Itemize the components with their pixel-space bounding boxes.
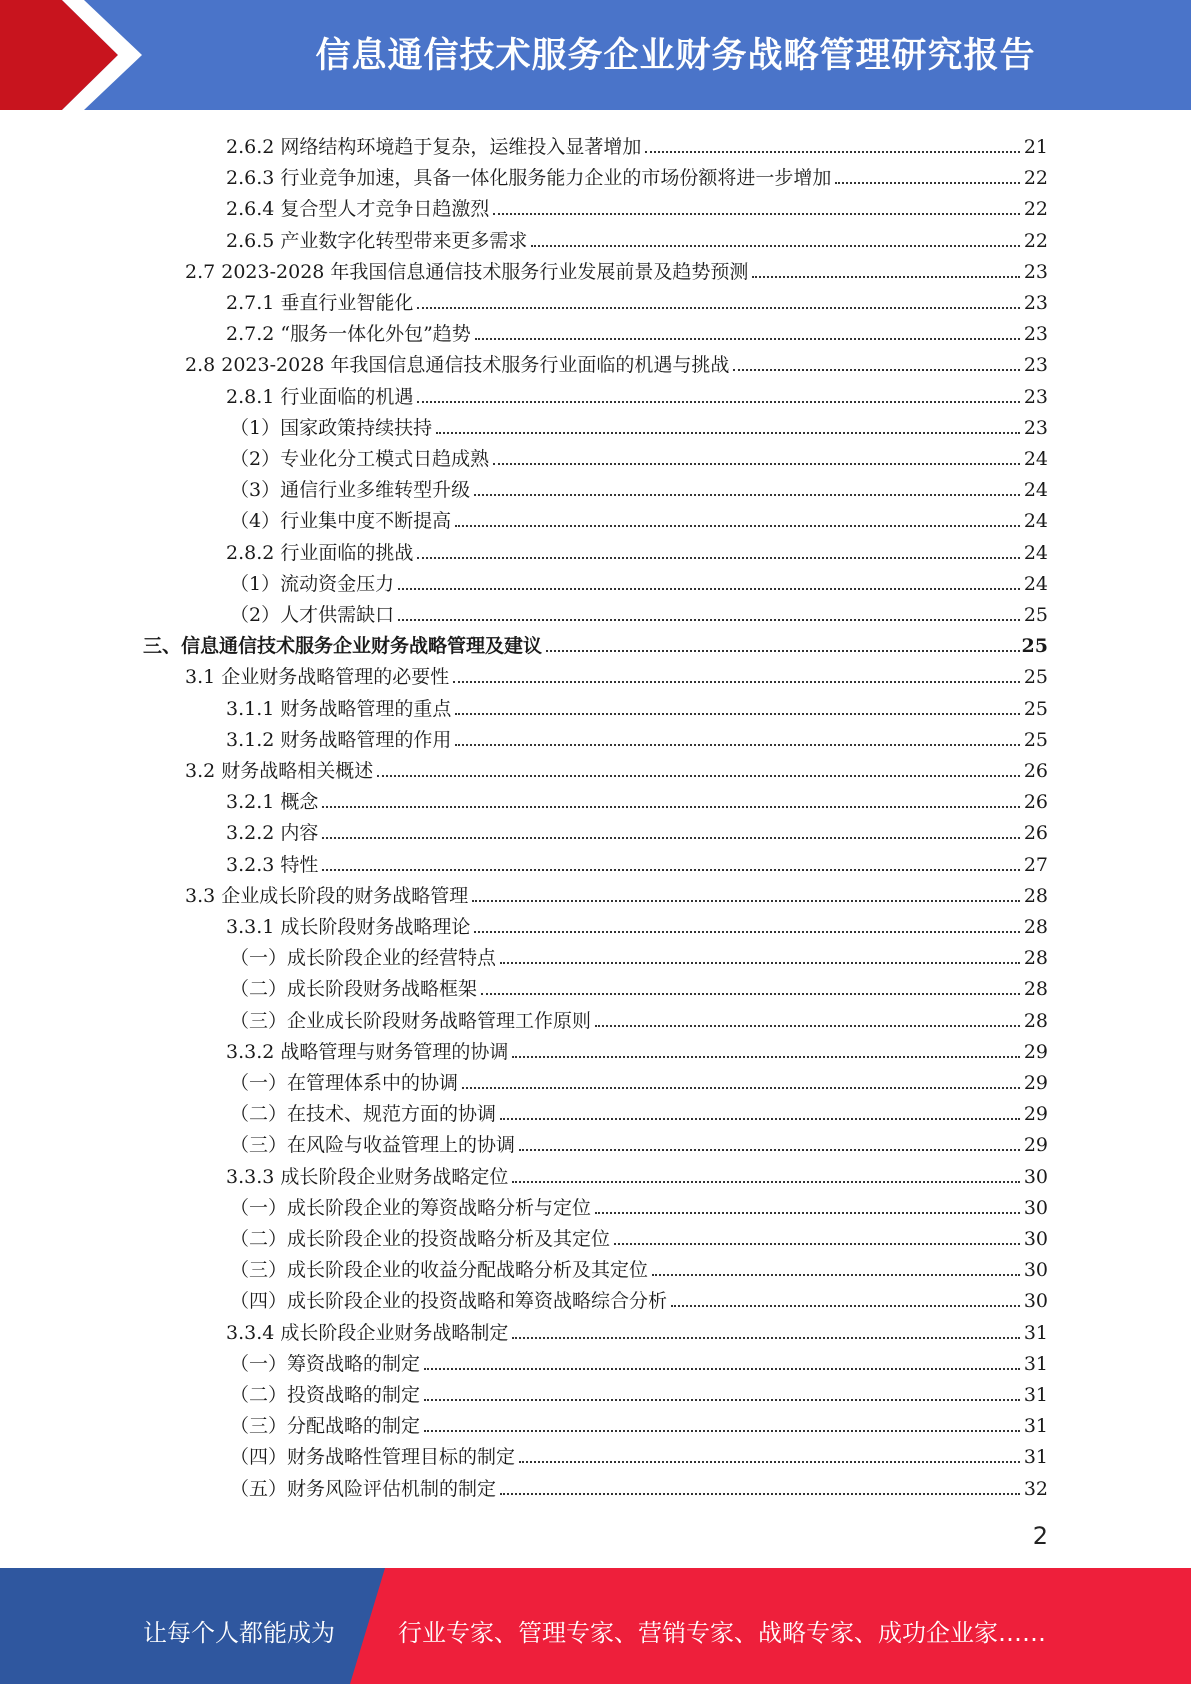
toc-entry[interactable] [226, 534, 1048, 565]
toc-dot-leader [398, 588, 1020, 590]
toc-dot-leader [474, 494, 1020, 496]
toc-dot-leader [614, 1243, 1020, 1245]
toc-dot-leader [424, 1430, 1020, 1432]
toc-entry-title: （二）在技术、规范方面的协调 [230, 1103, 497, 1126]
toc-entry-title: 3.3 企业成长阶段的财务战略管理 [185, 884, 469, 907]
toc-entry[interactable] [226, 190, 1048, 221]
toc-entry-title: 3.1.2 财务战略管理的作用 [226, 728, 452, 751]
toc-entry[interactable] [226, 783, 1048, 814]
toc-entry-title: 3.2.2 内容 [226, 822, 319, 845]
toc-entry-page: 25 [1023, 697, 1048, 720]
toc-entry-page: 24 [1023, 572, 1048, 595]
page-number: 2 [1032, 1522, 1048, 1550]
toc-dot-leader [424, 1368, 1020, 1370]
toc-entry-title: 3.3.4 成长阶段企业财务战略制定 [226, 1321, 509, 1344]
toc-entry[interactable] [226, 159, 1048, 190]
toc-entry-title: 3.3.3 成长阶段企业财务战略定位 [226, 1165, 509, 1188]
toc-entry[interactable] [226, 284, 1048, 315]
toc-entry-title: （一）成长阶段企业的经营特点 [230, 947, 497, 970]
toc-entry[interactable] [226, 1033, 1048, 1064]
toc-entry-page: 31 [1023, 1384, 1048, 1406]
toc-entry[interactable] [185, 658, 1048, 689]
toc-entry-page: 29 [1023, 1134, 1048, 1157]
toc-entry-page: 21 [1023, 136, 1048, 158]
toc-entry-title: 2.6.2 网络结构环境趋于复杂，运维投入显著增加 [226, 136, 642, 158]
toc-entry-title: 3.3.2 战略管理与财务管理的协调 [226, 1040, 509, 1063]
toc-entry[interactable] [230, 939, 1048, 970]
toc-dot-leader [512, 1056, 1020, 1058]
toc-entry[interactable] [230, 1189, 1048, 1220]
toc-entry[interactable] [226, 222, 1048, 253]
toc-entry-title: 3.1 企业财务战略管理的必要性 [185, 666, 450, 689]
toc-dot-leader [512, 1181, 1020, 1183]
toc-entry-page: 28 [1023, 1009, 1048, 1032]
toc-entry[interactable] [230, 1126, 1048, 1157]
toc-dot-leader [453, 681, 1020, 683]
toc-entry-title: 3.2.3 特性 [226, 853, 319, 876]
toc-entry-page: 24 [1023, 541, 1048, 564]
toc-entry-page: 25 [1021, 635, 1048, 658]
toc-entry-title: 三、信息通信技术服务企业财务战略管理及建议 [143, 635, 543, 658]
toc-entry-title: （二）投资战略的制定 [230, 1384, 421, 1406]
toc-entry[interactable] [143, 627, 1048, 658]
toc-entry[interactable] [185, 346, 1048, 377]
toc-dot-leader [752, 276, 1020, 278]
toc-dot-leader [652, 1274, 1020, 1276]
toc-entry[interactable] [230, 1282, 1048, 1313]
toc-dot-leader [322, 837, 1020, 839]
toc-entry-title: 3.2.1 概念 [226, 791, 319, 814]
toc-entry[interactable] [230, 471, 1048, 502]
toc-entry[interactable] [226, 814, 1048, 845]
toc-entry-page: 26 [1023, 760, 1048, 782]
toc-entry[interactable] [230, 502, 1048, 533]
toc-entry-page: 22 [1023, 229, 1048, 252]
toc-dot-leader [475, 338, 1020, 340]
toc-entry-page: 28 [1023, 947, 1048, 970]
toc-entry-title: 2.6.3 行业竞争加速，具备一体化服务能力企业的市场份额将进一步增加 [226, 167, 832, 190]
toc-entry[interactable] [226, 1158, 1048, 1189]
toc-entry[interactable] [226, 128, 1048, 159]
toc-entry-page: 22 [1023, 167, 1048, 190]
toc-entry-page: 25 [1023, 666, 1048, 689]
toc-entry-page: 26 [1023, 822, 1048, 845]
toc-entry-title: （四）成长阶段企业的投资战略和筹资战略综合分析 [230, 1290, 668, 1313]
toc-entry-title: （2）专业化分工模式日趋成熟 [230, 448, 490, 470]
toc-entry[interactable] [230, 440, 1048, 471]
toc-entry-page: 30 [1023, 1165, 1048, 1188]
toc-entry-page: 25 [1023, 728, 1048, 751]
toc-entry[interactable] [226, 690, 1048, 721]
toc-entry-title: （三）成长阶段企业的收益分配战略分析及其定位 [230, 1259, 649, 1282]
toc-entry[interactable] [226, 315, 1048, 346]
toc-entry[interactable] [226, 721, 1048, 752]
toc-entry-page: 23 [1023, 416, 1048, 439]
toc-entry-page: 30 [1023, 1228, 1048, 1250]
toc-entry-page: 31 [1023, 1415, 1048, 1438]
page-footer [0, 1568, 1191, 1684]
toc-entry-title: （四）财务战略性管理目标的制定 [230, 1446, 516, 1469]
toc-entry-page: 30 [1023, 1290, 1048, 1313]
toc-entry-title: （一）在管理体系中的协调 [230, 1072, 459, 1094]
toc-entry-page: 24 [1023, 448, 1048, 470]
toc-entry[interactable] [230, 1470, 1048, 1501]
toc-dot-leader [424, 1399, 1020, 1401]
toc-entry-title: （二）成长阶段财务战略框架 [230, 978, 478, 1001]
toc-entry-title: （1）流动资金压力 [230, 572, 395, 595]
toc-entry[interactable] [230, 1438, 1048, 1469]
toc-entry[interactable] [230, 1064, 1048, 1095]
toc-entry[interactable] [230, 1407, 1048, 1438]
toc-dot-leader [417, 307, 1020, 309]
toc-entry-title: （4）行业集中度不断提高 [230, 510, 452, 533]
toc-entry-page: 22 [1023, 198, 1048, 221]
toc-entry-title: 2.6.4 复合型人才竞争日趋激烈 [226, 198, 490, 221]
toc-dot-leader [472, 900, 1020, 902]
toc-entry-title: 2.7.2 “服务一体化外包”趋势 [226, 323, 471, 346]
toc-entry-page: 26 [1023, 791, 1048, 814]
toc-entry-title: （2）人才供需缺口 [230, 604, 395, 626]
toc-entry[interactable] [226, 908, 1048, 939]
toc-entry[interactable] [230, 1345, 1048, 1376]
toc-entry-title: 2.6.5 产业数字化转型带来更多需求 [226, 229, 528, 252]
toc-entry-title: 2.8.1 行业面临的机遇 [226, 385, 414, 408]
toc-entry-page: 23 [1023, 354, 1048, 377]
toc-entry-page: 23 [1023, 323, 1048, 346]
toc-dot-leader [493, 463, 1020, 465]
toc-entry-title: 2.7 2023-2028 年我国信息通信技术服务行业发展前景及趋势预测 [185, 260, 749, 283]
page-header [0, 0, 1191, 110]
toc-entry-page: 28 [1023, 978, 1048, 1001]
toc-entry-title: 3.3.1 成长阶段财务战略理论 [226, 916, 471, 938]
toc-dot-leader [519, 1149, 1020, 1151]
toc-dot-leader [835, 182, 1020, 184]
toc-dot-leader [531, 245, 1020, 247]
report-title: 信息通信技术服务企业财务战略管理研究报告 [315, 36, 1036, 76]
footer-slogan-right: 行业专家、管理专家、营销专家、战略专家、成功企业家…… [398, 1619, 1046, 1647]
toc-entry-title: （一）成长阶段企业的筹资战略分析与定位 [230, 1196, 592, 1219]
toc-entry-page: 24 [1023, 510, 1048, 533]
toc-dot-leader [500, 1118, 1020, 1120]
toc-entry-page: 27 [1023, 853, 1048, 876]
toc-dot-leader [546, 650, 1020, 652]
toc-entry-page: 31 [1023, 1321, 1048, 1344]
toc-entry-title: （三）在风险与收益管理上的协调 [230, 1134, 516, 1157]
toc-entry-title: （1）国家政策持续扶持 [230, 416, 433, 439]
toc-entry-title: （五）财务风险评估机制的制定 [230, 1477, 497, 1500]
toc-entry-page: 30 [1023, 1259, 1048, 1282]
toc-entry-page: 25 [1023, 604, 1048, 626]
toc-entry-page: 23 [1023, 385, 1048, 408]
toc-dot-leader [377, 775, 1020, 777]
toc-dot-leader [398, 619, 1020, 621]
toc-dot-leader [322, 806, 1020, 808]
toc-entry-title: 2.8.2 行业面临的挑战 [226, 541, 414, 564]
toc-entry[interactable] [185, 752, 1048, 783]
toc-entry[interactable] [226, 1314, 1048, 1345]
toc-dot-leader [474, 931, 1020, 933]
toc-dot-leader [455, 525, 1020, 527]
toc-dot-leader [493, 213, 1020, 215]
toc-dot-leader [595, 1025, 1020, 1027]
toc-dot-leader [671, 1305, 1020, 1307]
toc-dot-leader [322, 869, 1020, 871]
toc-entry-title: （二）成长阶段企业的投资战略分析及其定位 [230, 1228, 611, 1250]
toc-dot-leader [512, 1337, 1020, 1339]
toc-entry-page: 28 [1023, 884, 1048, 907]
toc-entry[interactable] [226, 846, 1048, 877]
toc-entry-title: （一）筹资战略的制定 [230, 1352, 421, 1375]
toc-entry-page: 29 [1023, 1072, 1048, 1094]
toc-entry[interactable] [230, 1376, 1048, 1407]
toc-entry-title: 2.8 2023-2028 年我国信息通信技术服务行业面临的机遇与挑战 [185, 354, 730, 377]
toc-entry[interactable] [230, 1002, 1048, 1033]
toc-dot-leader [733, 369, 1020, 371]
toc-entry[interactable] [230, 596, 1048, 627]
toc-entry[interactable] [230, 565, 1048, 596]
toc-entry-title: 3.2 财务战略相关概述 [185, 760, 374, 782]
toc-entry-page: 29 [1023, 1103, 1048, 1126]
toc-dot-leader [455, 744, 1020, 746]
toc-entry-title: （三）企业成长阶段财务战略管理工作原则 [230, 1009, 592, 1032]
chevron-arrow-icon [0, 0, 160, 110]
toc-entry-page: 30 [1023, 1196, 1048, 1219]
toc-entry-title: 3.1.1 财务战略管理的重点 [226, 697, 452, 720]
toc-entry-page: 31 [1023, 1352, 1048, 1375]
toc-entry-page: 29 [1023, 1040, 1048, 1063]
footer-slogan-left: 让每个人都能成为 [143, 1619, 335, 1647]
toc-entry[interactable] [230, 1095, 1048, 1126]
toc-entry[interactable] [230, 970, 1048, 1001]
toc-dot-leader [417, 401, 1020, 403]
toc-entry[interactable] [185, 253, 1048, 284]
toc-dot-leader [500, 1493, 1020, 1495]
toc-entry-page: 24 [1023, 479, 1048, 502]
toc-entry[interactable] [230, 1220, 1048, 1251]
toc-entry[interactable] [226, 378, 1048, 409]
toc-entry-page: 23 [1023, 260, 1048, 283]
toc-entry-title: （3）通信行业多维转型升级 [230, 479, 471, 502]
toc-entry-title: 2.7.1 垂直行业智能化 [226, 292, 414, 314]
toc-entry[interactable] [230, 409, 1048, 440]
toc-entry-page: 31 [1023, 1446, 1048, 1469]
toc-entry-title: （三）分配战略的制定 [230, 1415, 421, 1438]
toc-dot-leader [595, 1212, 1020, 1214]
toc-entry-page: 32 [1023, 1477, 1048, 1500]
toc-dot-leader [500, 962, 1020, 964]
toc-dot-leader [481, 993, 1020, 995]
toc-entry-page: 23 [1023, 292, 1048, 314]
toc-dot-leader [436, 432, 1020, 434]
toc-entry[interactable] [230, 1251, 1048, 1282]
toc-entry[interactable] [185, 877, 1048, 908]
toc-dot-leader [645, 151, 1020, 153]
toc-entry-page: 28 [1023, 916, 1048, 938]
toc-dot-leader [455, 713, 1020, 715]
toc-dot-leader [417, 557, 1020, 559]
toc-dot-leader [462, 1087, 1020, 1089]
toc-dot-leader [519, 1461, 1020, 1463]
